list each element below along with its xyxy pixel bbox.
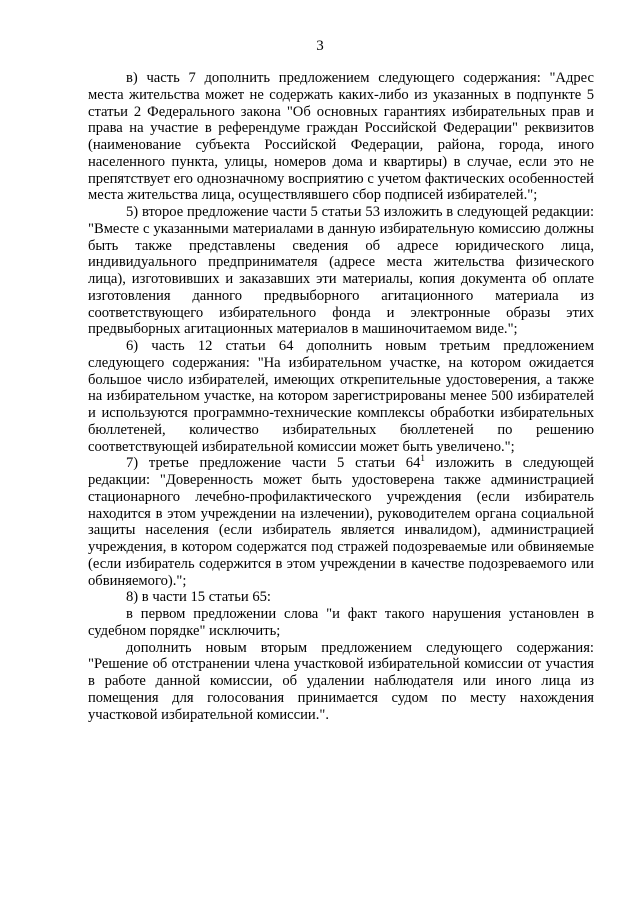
paragraph-item-7-rest: изложить в следующей редакции: "Доверенность может быть удостоверена также администрацией стационарного лечебно-профилактического учреждения (если избиратель находится в этом учреждении на излечении), руководителем органа социальной защиты населения (если избиратель является инвалидом), администрацией учреждения, в котором содержатся под стражей подозреваемые или обвиняемые (если избиратель содержится в этом учреждении в качестве подозреваемого или обвиняемого).";: [88, 455, 594, 589]
paragraph-item-8-sub2: дополнить новым вторым предложением следующего содержания: "Решение об отстранении члена участковой избирательной комиссии от участия в работе данной комиссии, об удалении наблюдателя или иного лица из помещения для голосования принимается судом по месту нахождения участковой избирательной комиссии.".: [88, 639, 594, 723]
paragraph-item-7-start: 7) третье предложение части 5 статьи 64: [126, 455, 421, 472]
document-body: [88, 70, 594, 723]
paragraph-item-v: в) часть 7 дополнить предложением следующего содержания: "Адрес места жительства может не содержать каких-либо из указанных в подпункте 5 статьи 2 Федерального закона "Об основных гарантиях избирательных прав и права на участие в референдуме граждан Российской Федерации" реквизитов (наименование субъекта Российской Федерации, района, города, иного населенного пункта, улицы, номеров дома и квартиры) в случае, если это не препятствует его однозначному восприятию с учетом фактических особенностей места жительства лица, осуществлявшего сбор подписей избирателей.";: [88, 70, 594, 204]
paragraph-item-8-sub1: в первом предложении слова "и факт такого нарушения установлен в судебном порядке" исключить;: [88, 606, 594, 639]
paragraph-item-7: [88, 455, 594, 589]
paragraph-item-8: 8) в части 15 статьи 65:: [126, 589, 271, 606]
superscript-1: 1: [420, 453, 425, 464]
page-number: 3: [316, 38, 324, 54]
paragraph-item-5: 5) второе предложение части 5 статьи 53 изложить в следующей редакции: "Вместе с указанными материалами в данную избирательную комиссию должны быть также представлены сведения об адресе юридического лица, индивидуального предпринимателя (адресе места жительства физического лица), изготовивших и заказавших эти материалы, копия документа об оплате изготовления данного предвыборного агитационного материала из соответствующего избирательного фонда и электронные образы этих предвыборных агитационных материалов в машиночитаемом виде.";: [88, 204, 594, 338]
paragraph-item-6: 6) часть 12 статьи 64 дополнить новым третьим предложением следующего содержания: "На избирательном участке, на котором ожидается большое число избирателей, имеющих открепительные удостоверения, а также на избирательном участке, на котором зарегистрированы менее 500 избирателей и используются программно-технические комплексы обработки избирательных бюллетеней, количество избирательных бюллетеней по решению соответствующей избирательной комиссии может быть увеличено.";: [88, 338, 594, 455]
